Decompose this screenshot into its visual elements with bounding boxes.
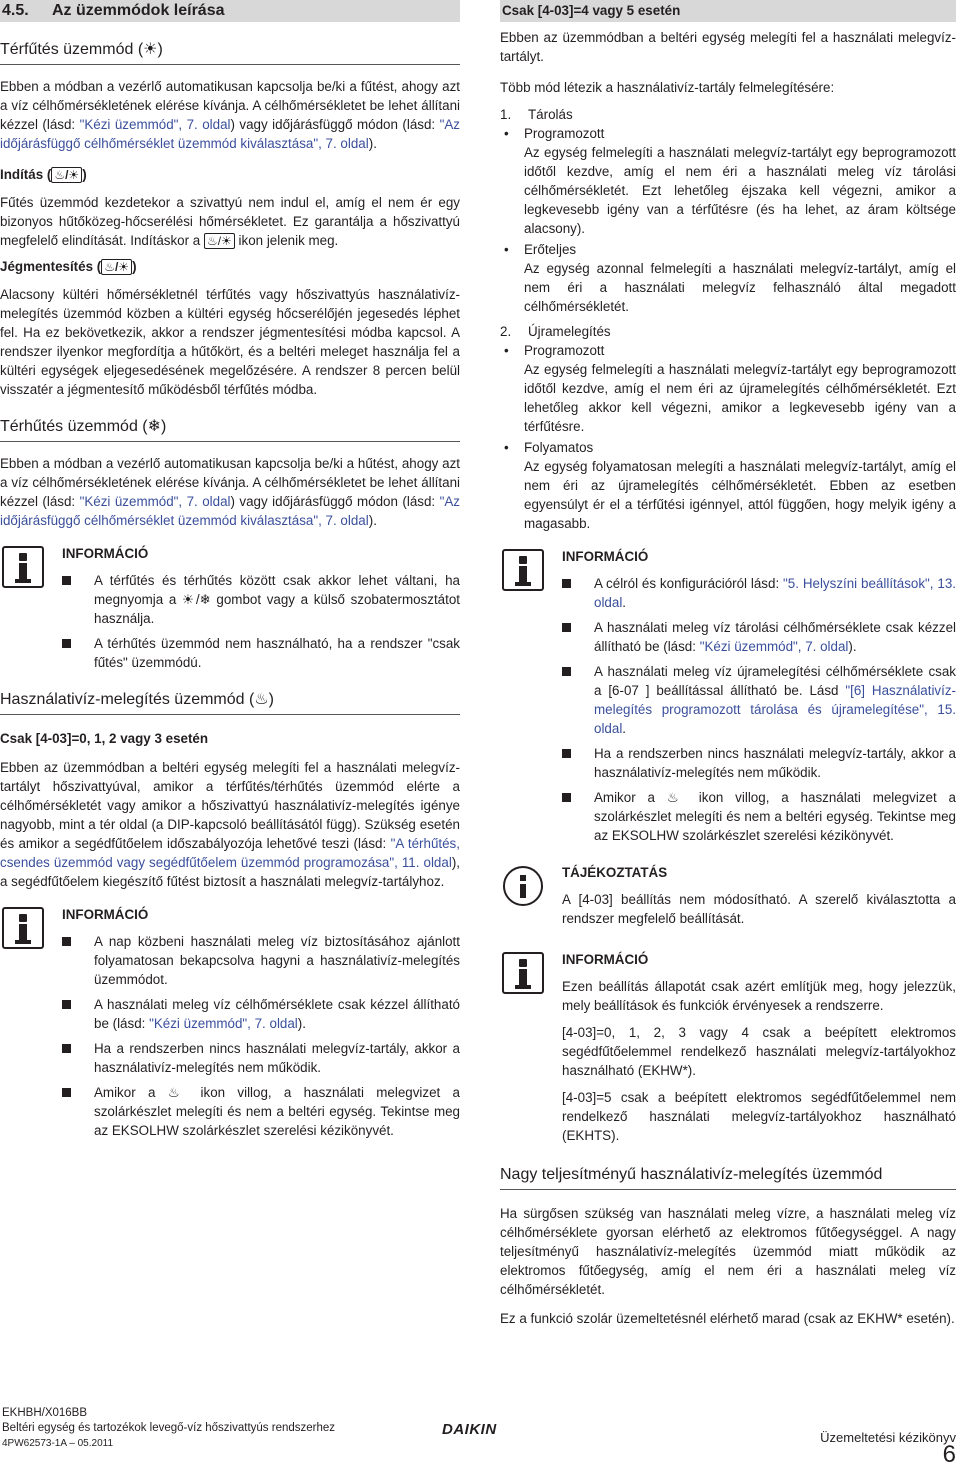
heating-paragraph: Ebben a módban a vezérlő automatikusan kapcsolja be/ki a fűtést, ahogy azt a víz célhőmérsékletének elérése kívánja. A célhőmérsékletet be lehet állítani kézzel (lásd: "Kézi üzemmód", 7. oldal) vagy időjárásfüggő módon (lásd: "Az időjárásfüggő célhőmérséklet üzemmód kiválasztása", 7. oldal). [0, 79, 460, 151]
square-bullet-icon [62, 1000, 71, 1009]
link-weather-mode[interactable]: "Az időjárásfüggő célhőmérséklet üzemmód kiválasztása", 7. oldal [0, 117, 460, 151]
square-bullet-icon [62, 639, 71, 648]
info-item: A használati meleg víz újramelegítési célhőmérséklete csak a [6-07 ] beállítással állítható be. Lásd "[6] Használativíz-melegítés programozott tárolása és újramelegítése", 15. oldal. [562, 662, 956, 738]
powerful-heading: Nagy teljesítményű használativíz-melegítés üzemmód [500, 1165, 956, 1190]
info-item: A célról és konfigurációról lásd: "5. Helyszíni beállítások", 13. oldal. [562, 574, 956, 612]
only-heading-bar [500, 0, 956, 22]
info-paragraph: Ezen beállítás állapotát csak azért említjük meg, hogy jelezzük, mely beállítások és funkciók érvényesek a rendszerre. [562, 979, 956, 1013]
daikin-logo: DAIKIN [442, 1421, 497, 1438]
link-manual-mode[interactable]: "Kézi üzemmód", 7. oldal [79, 494, 231, 509]
list-item: • Programozott [504, 343, 605, 358]
mode-storage: 1. Tárolás [500, 107, 573, 122]
link-manual-mode[interactable]: "Kézi üzemmód", 7. oldal [699, 639, 849, 654]
list-item: • Folyamatos [504, 440, 594, 455]
square-bullet-icon [62, 1088, 71, 1097]
startup-icon: ♨/☀ [204, 233, 235, 249]
info-icon [502, 549, 544, 591]
notice-paragraph: A [4-03] beállítás nem módosítható. A szerelő kiválasztotta a rendszer megfelelő beállítását. [562, 892, 956, 926]
link-manual-mode[interactable]: "Kézi üzemmód", 7. oldal [149, 1016, 298, 1031]
link-programming[interactable]: "A térhűtés, csendes üzemmód vagy segédfűtőelem üzemmód programozása", 11. oldal [0, 836, 460, 870]
info-item: Ha a rendszerben nincs használati melegvíz-tartály, akkor a használativíz-melegítés nem működik. [62, 1039, 460, 1077]
link-storage-reheat[interactable]: "[6] Használativíz-melegítés programozott tárolása és újramelegítése", 15. oldal [594, 683, 957, 736]
info-title: INFORMÁCIÓ [62, 546, 149, 561]
info-item: A használati meleg víz tárolási célhőmérséklete csak kézzel állítható be (lásd: "Kézi üzemmód", 7. oldal). [562, 618, 956, 656]
heating-heading: Térfűtés üzemmód (☀) [0, 40, 460, 65]
start-paragraph: Fűtés üzemmód kezdetekor a szivattyú nem indul el, amíg el nem ér egy bizonyos hűtőközeg-hőcserélési hőmérsékletet. Ez garantálja a hőszivattyú megfelelő elindítását. Indításkor a ♨/☀ ikon jelenik meg. [0, 195, 460, 248]
info-item: A térhűtés üzemmód nem használható, ha a rendszer "csak fűtés" üzemmódú. [62, 634, 460, 672]
section-number: 4.5. [2, 2, 29, 19]
defrost-paragraph: Alacsony kültéri hőmérsékletnél térfűtés vagy hőszivattyús használativíz-melegítés üzemmód közben a kültéri egység hőcserélőjén jegesedés léphet fel. Ha ez bekövetkezik, akkor a rendszer jégmentesítési módba kapcsol. A rendszer ilyenkor megfordítja a hűtőkört, és a beltéri meleget használja fel a kültéri egységek eljegesedésének megelőzésére. A rendszer 8 percen belül visszatér a jégmentesítő működésből térfűtés módba. [0, 287, 460, 397]
mode-description: Az egység folyamatosan melegíti a használati melegvíz-tartályt, amíg el nem éri az újramelegítés célhőmérsékletét. Ebben az esetben egyensúlyt ér el a térfűtési igénnyel, attól függően, hogy melyik igény a magasabb. [524, 459, 956, 531]
link-weather-mode[interactable]: "Az időjárásfüggő célhőmérséklet üzemmód kiválasztása", 7. oldal [0, 494, 460, 528]
left-column [0, 0, 460, 1146]
defrost-icon: ♨/☀ [101, 259, 132, 275]
section-title: Az üzemmódok leírása [52, 2, 225, 19]
footer-docnum: 4PW62573-1A – 05.2011 [2, 1438, 114, 1449]
powerful-paragraph: Ha sürgősen szükség van használati meleg vízre, a használati meleg víz célhőmérséklete gyorsan elérhető az elektromos fűtőegységgel. A nagy teljesítményű használativíz-melegítés üzemmód miatt működik az elektromos fűtőegység, amíg el nem éri a használati meleg víz célhőmérsékletét. [500, 1206, 956, 1297]
square-bullet-icon [562, 667, 571, 676]
info-title: INFORMÁCIÓ [62, 907, 149, 922]
square-bullet-icon [62, 576, 71, 585]
link-manual-mode[interactable]: "Kézi üzemmód", 7. oldal [79, 117, 231, 132]
square-bullet-icon [62, 1044, 71, 1053]
info-item: Ha a rendszerben nincs használati melegvíz-tartály, akkor a használativíz-melegítés nem működik. [562, 744, 956, 782]
info-item: A térfűtés és térhűtés között csak akkor lehet váltani, ha megnyomja a ☀/❄ gombot vagy a külső szobatermosztátot használja. [62, 571, 460, 628]
square-bullet-icon [562, 623, 571, 632]
info-title: INFORMÁCIÓ [562, 952, 649, 967]
info-title: INFORMÁCIÓ [562, 549, 649, 564]
mode-description: Az egység felmelegíti a használati melegvíz-tartályt egy beprogramozott időtől kezdve, amíg el nem éri az újramelegítés célhőmérsékletét. Ezt lehetőleg akkor kell végezni, amikor a legkevesebb igény van a térfűtésre. [524, 362, 956, 434]
info-icon [2, 546, 44, 588]
info-box-cooling [0, 544, 460, 672]
notice-icon [502, 865, 544, 907]
info-item: Amikor a ♨ ikon villog, a használati melegvizet a szolárkészlet melegíti és nem a beltéri egység. Tekintse meg az EKSOLHW szolárkészlet szerelési kézikönyvét. [62, 1083, 460, 1140]
square-bullet-icon [562, 749, 571, 758]
info-box-settings [500, 950, 956, 1145]
info-item: A nap közbeni használati meleg víz biztosításához ajánlott folyamatosan bekapcsolva hagyni a használativíz-melegítés üzemmódot. [62, 932, 460, 989]
defrost-heading: Jégmentesítés ( ♨/☀ ) [0, 259, 137, 274]
footer-left [2, 1406, 335, 1451]
mode-description: Az egység azonnal felmelegíti a használati melegvíz-tartályt, amíg el nem éri a használati melegvíz felhasználó által megadott célhőmérsékletét. [524, 261, 956, 314]
right-column [500, 0, 956, 1328]
info-icon [502, 952, 544, 994]
page-number: 6 [942, 1441, 956, 1468]
only-paragraph: Ebben az üzemmódban a beltéri egység melegíti fel a használati melegvíz-tartályt. [500, 30, 956, 64]
cooling-heading: Térhűtés üzemmód (❄) [0, 417, 460, 442]
link-field-settings[interactable]: "5. Helyszíni beállítások", 13. oldal [594, 576, 956, 610]
info-paragraph: [4-03]=0, 1, 2, 3 vagy 4 csak a beépített elektromos segédfűtőelemmel rendelkező használati melegvíz-tartályokhoz használható (EKHW*). [562, 1025, 956, 1078]
list-item: • Programozott [504, 126, 605, 141]
only-heading: Csak [4-03]=4 vagy 5 esetén [502, 3, 681, 18]
dhw-heading: Használativíz-melegítés üzemmód (♨) [0, 690, 460, 715]
mode-reheat: 2. Újramelegítés [500, 324, 611, 339]
footer-description: Beltéri egység és tartozékok levegő-víz hőszivattyús rendszerhez [2, 1422, 336, 1434]
modes-intro: Több mód létezik a használativíz-tartály felmelegítésére: [500, 80, 835, 95]
dhw-subheading: Csak [4-03]=0, 1, 2 vagy 3 esetén [0, 731, 209, 746]
square-bullet-icon [562, 793, 571, 802]
section-header [0, 0, 460, 22]
start-heading: Indítás ( ♨/☀ ) [0, 167, 87, 182]
info-box-storage [500, 547, 956, 845]
info-box-dhw [0, 905, 460, 1140]
mode-description: Az egység felmelegíti a használati melegvíz-tartályt egy beprogramozott időtől kezdve, amíg el nem éri a használati meleg víz tárolási célhőmérsékletét. Ezt lehetőleg éjszaka kell végezni, amikor a legkevesebb igény van a térfűtésre (és ha lehet, az áram költsége alacsony). [524, 145, 956, 236]
notice-title: TÁJÉKOZTATÁS [562, 865, 668, 880]
list-item: • Erőteljes [504, 242, 577, 257]
dhw-paragraph: Ebben az üzemmódban a beltéri egység melegíti fel a használati melegvíz-tartályt hőszivattyúval, amikor a térfűtés/térhűtés üzemmód elérte a célhőmérsékletét vagy amikor a hőszivattyú használativíz-melegítés igénye nagyobb, mint a tér oldal (a DIP-kapcsoló beállításától függ). Szükség esetén és amikor a segédfűtőelem időszabályozója lehetővé teszi (lásd: "A térhűtés, csendes üzemmód vagy segédfűtőelem üzemmód programozása", 11. oldal), a segédfűtőelem kiegészítő fűtést biztosít a használati melegvíz-tartályhoz. [0, 760, 460, 889]
notice-box [500, 863, 956, 928]
footer-manual-title: Üzemeltetési kézikönyv [820, 1430, 956, 1445]
square-bullet-icon [62, 937, 71, 946]
info-paragraph: [4-03]=5 csak a beépített elektromos segédfűtőelemmel nem rendelkező használati melegvíz-tartályokhoz használható (EKHTS). [562, 1090, 956, 1143]
info-item: A használati meleg víz célhőmérséklete csak kézzel állítható be (lásd: "Kézi üzemmód", 7. oldal). [62, 995, 460, 1033]
cooling-paragraph: Ebben a módban a vezérlő automatikusan kapcsolja be/ki a hűtést, ahogy azt a víz célhőmérsékletének elérése kívánja. A célhőmérsékletet be lehet állítani kézzel (lásd: "Kézi üzemmód", 7. oldal) vagy időjárásfüggő módon (lásd: "Az időjárásfüggő célhőmérséklet üzemmód kiválasztása", 7. oldal). [0, 456, 460, 528]
info-icon [2, 907, 44, 949]
footer-model: EKHBH/X016BB [2, 1407, 88, 1419]
powerful-note: Ez a funkció szolár üzemeltetésnél elérhető marad (csak az EKHW* esetén). [500, 1311, 955, 1326]
info-item: Amikor a ♨ ikon villog, a használati melegvizet a szolárkészlet melegíti és nem a beltéri egység. Tekintse meg az EKSOLHW szolárkészlet szerelési kézikönyvét. [562, 788, 956, 845]
square-bullet-icon [562, 579, 571, 588]
startup-icon: ♨/☀ [51, 167, 82, 183]
